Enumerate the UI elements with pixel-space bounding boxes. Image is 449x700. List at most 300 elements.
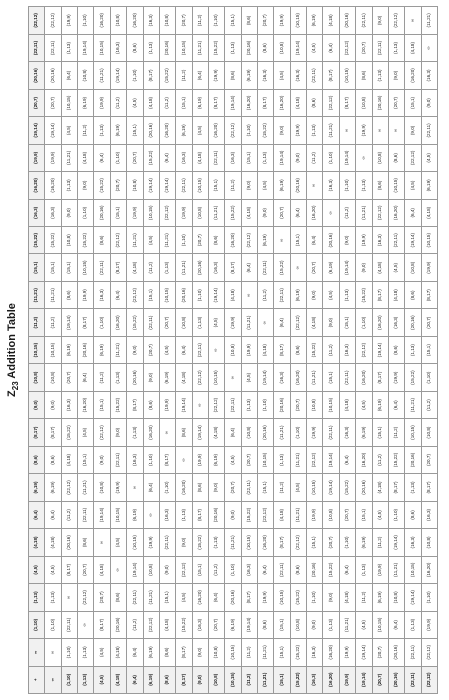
table-cell: (10,15) (274, 584, 290, 611)
table-cell: (22,11) (208, 144, 224, 171)
table-cell: (15,22) (61, 419, 77, 446)
table-row (258, 7, 274, 694)
table-cell: (19,9) (78, 281, 94, 308)
table-cell: (16,20) (356, 446, 372, 473)
table-cell: (11,21) (61, 144, 77, 171)
row-header-cell: (9,0) (192, 666, 208, 693)
table-cell: (10,8) (143, 556, 159, 583)
table-cell: (10,8) (290, 611, 306, 638)
addition-table (28, 6, 438, 694)
table-cell: (20,7) (127, 144, 143, 171)
table-cell: (15,22) (45, 227, 61, 254)
row-header-cell: (11,21) (258, 666, 274, 693)
table-cell: (8,6) (388, 144, 404, 171)
table-cell: (16,20) (258, 529, 274, 556)
table-cell: (16,3) (323, 172, 339, 199)
table-cell: (10,15) (339, 62, 355, 89)
table-cell: (11,21) (290, 501, 306, 528)
table-cell: (4,5) (290, 474, 306, 501)
header-cell: (20,16) (29, 62, 45, 89)
table-cell: (16,3) (110, 34, 126, 61)
table-cell: (4,5) (110, 529, 126, 556)
table-cell: (16,3) (61, 391, 77, 418)
table-cell: (8,6) (372, 172, 388, 199)
table-cell: (20,16) (192, 254, 208, 281)
table-cell: (8,17) (274, 529, 290, 556)
table-cell: (11,21) (110, 336, 126, 363)
table-cell: (19,14) (388, 529, 404, 556)
table-cell: (11,21) (208, 199, 224, 226)
table-cell: (4,5) (94, 639, 110, 666)
table-cell: (8,17) (421, 474, 437, 501)
header-cell: (19,9) (29, 144, 45, 171)
table-cell: (19,14) (45, 117, 61, 144)
table-cell: (10,15) (176, 34, 192, 61)
table-cell: (16,3) (258, 62, 274, 89)
table-cell: (8,6) (176, 419, 192, 446)
table-cell: (8,6) (159, 639, 175, 666)
table-cell: (11,2) (45, 309, 61, 336)
table-cell: (22,12) (176, 556, 192, 583)
table-cell: (16,3) (421, 501, 437, 528)
table-cell: (15,22) (94, 172, 110, 199)
table-cell: (8,6) (356, 62, 372, 89)
table-cell: (11,21) (176, 254, 192, 281)
table-cell: (19,14) (208, 281, 224, 308)
table-cell: (10,15) (241, 529, 257, 556)
table-cell: (4,18) (225, 281, 241, 308)
table-cell: (4,18) (258, 336, 274, 363)
table-cell: (11,21) (356, 199, 372, 226)
table-cell: (15,1) (61, 254, 77, 281)
table-cell: (15,1) (307, 529, 323, 556)
table-cell: (6,4) (192, 62, 208, 89)
table-cell: (19,14) (339, 254, 355, 281)
table-cell: (1,13) (241, 391, 257, 418)
table-cell: (11,2) (159, 89, 175, 116)
table-cell: (19,14) (274, 144, 290, 171)
table-row (405, 7, 421, 694)
table-cell: (4,18) (110, 639, 126, 666)
table-cell: (11,2) (225, 172, 241, 199)
row-header-cell: ∞ (45, 666, 61, 693)
table-cell: (22,12) (192, 364, 208, 391)
table-cell: (6,4) (258, 556, 274, 583)
addition-table-body (29, 7, 438, 694)
table-cell: (22,11) (405, 639, 421, 666)
table-cell: (6,4) (339, 556, 355, 583)
table-cell: (4,18) (176, 364, 192, 391)
table-cell: (1,10) (94, 309, 110, 336)
table-cell: (1,10) (225, 556, 241, 583)
table-cell: ∞ (290, 254, 306, 281)
table-cell: (19,9) (356, 227, 372, 254)
table-cell: (4,18) (388, 281, 404, 308)
table-cell: (16,20) (307, 199, 323, 226)
table-cell: (22,11) (127, 584, 143, 611)
table-cell: (9,0) (405, 117, 421, 144)
table-cell: (4,5) (192, 117, 208, 144)
table-cell: (22,12) (241, 227, 257, 254)
table-cell: (20,7) (78, 556, 94, 583)
header-cell: (16,20) (29, 172, 45, 199)
table-cell: (15,1) (143, 281, 159, 308)
table-cell: (22,11) (61, 611, 77, 638)
table-cell: (4,18) (127, 254, 143, 281)
table-cell: (9,0) (78, 172, 94, 199)
table-cell: (10,8) (94, 474, 110, 501)
table-cell: (6,19) (208, 446, 224, 473)
table-cell: (16,20) (421, 556, 437, 583)
table-cell: (11,2) (323, 336, 339, 363)
table-cell: (8,17) (339, 89, 355, 116)
table-cell: (15,1) (176, 89, 192, 116)
row-header-cell: (8,6) (159, 666, 175, 693)
table-cell: (10,15) (388, 172, 404, 199)
table-cell: (10,15) (159, 281, 175, 308)
row-header-cell: (4,18) (110, 666, 126, 693)
table-cell: (15,22) (143, 144, 159, 171)
table-cell: (6,19) (372, 584, 388, 611)
table-cell: (16,20) (356, 364, 372, 391)
table-cell: (19,9) (372, 556, 388, 583)
table-cell: (22,11) (110, 446, 126, 473)
table-row (110, 7, 126, 694)
table-cell: (19,14) (323, 474, 339, 501)
table-cell: (19,9) (110, 474, 126, 501)
table-cell: (20,7) (258, 7, 274, 35)
row-header-cell: (11,2) (241, 666, 257, 693)
table-cell: (11,21) (307, 364, 323, 391)
table-cell: (16,20) (388, 199, 404, 226)
table-cell: (6,19) (372, 391, 388, 418)
table-cell: (19,9) (258, 584, 274, 611)
table-cell: (16,3) (421, 62, 437, 89)
table-cell: (1,13) (143, 34, 159, 61)
header-cell: (20,7) (29, 89, 45, 116)
row-header-cell: (22,12) (421, 666, 437, 693)
table-cell: (16,20) (110, 309, 126, 336)
header-cell: (9,0) (29, 391, 45, 418)
table-cell: (4,18) (274, 501, 290, 528)
table-cell: (19,9) (307, 501, 323, 528)
table-row (94, 7, 110, 694)
table-cell: (9,0) (323, 584, 339, 611)
table-cell: (11,21) (143, 584, 159, 611)
table-cell: (8,6) (208, 227, 224, 254)
table-cell: (4,5) (127, 89, 143, 116)
table-cell: (10,8) (307, 391, 323, 418)
table-cell: ∞ (94, 529, 110, 556)
table-cell: (6,19) (94, 336, 110, 363)
table-cell: (8,17) (241, 584, 257, 611)
table-cell: (10,15) (143, 199, 159, 226)
table-cell: (8,6) (290, 556, 306, 583)
table-cell: (9,0) (339, 227, 355, 254)
table-row (290, 7, 306, 694)
table-cell: (8,17) (258, 89, 274, 116)
table-cell: (8,6) (94, 227, 110, 254)
table-cell: (11,21) (225, 529, 241, 556)
table-cell: (11,2) (421, 391, 437, 418)
table-cell: (9,0) (307, 281, 323, 308)
table-row (159, 7, 175, 694)
table-cell: (6,19) (192, 89, 208, 116)
table-cell: (10,8) (405, 254, 421, 281)
table-cell: (22,11) (45, 34, 61, 61)
table-cell: (8,17) (225, 254, 241, 281)
table-row (421, 7, 437, 694)
table-cell: ∞ (274, 227, 290, 254)
table-cell: (16,20) (127, 7, 143, 35)
table-cell: (19,9) (307, 419, 323, 446)
header-cell: ∞ (29, 639, 45, 666)
table-cell: (16,20) (225, 227, 241, 254)
row-header-cell: (1,10) (61, 666, 77, 693)
table-cell: (4,5) (45, 556, 61, 583)
table-cell: (1,13) (225, 34, 241, 61)
header-cell: (1,10) (29, 611, 45, 638)
table-cell: (19,9) (290, 117, 306, 144)
table-cell: (1,13) (323, 611, 339, 638)
table-cell: ∞ (356, 144, 372, 171)
table-cell: (4,18) (307, 309, 323, 336)
table-cell: (22,12) (94, 419, 110, 446)
table-cell: (1,10) (45, 611, 61, 638)
table-cell: (6,4) (110, 281, 126, 308)
table-cell: (10,8) (61, 227, 77, 254)
table-cell: (4,5) (421, 144, 437, 171)
table-cell: (20,7) (110, 172, 126, 199)
table-cell: (11,2) (356, 584, 372, 611)
table-cell: (1,10) (143, 446, 159, 473)
table-cell: (6,19) (421, 172, 437, 199)
table-cell: (10,15) (405, 556, 421, 583)
table-cell: (6,4) (61, 62, 77, 89)
table-cell: (22,11) (307, 62, 323, 89)
table-cell: (20,16) (143, 117, 159, 144)
table-cell: (10,8) (323, 501, 339, 528)
table-cell: (22,11) (143, 309, 159, 336)
table-cell: (10,15) (372, 611, 388, 638)
table-cell: (19,9) (45, 144, 61, 171)
table-cell: (9,0) (159, 556, 175, 583)
table-cell: (20,7) (225, 474, 241, 501)
table-cell: (8,6) (258, 611, 274, 638)
row-header-cell: (15,22) (290, 666, 306, 693)
table-cell: (4,18) (372, 254, 388, 281)
table-row (143, 7, 159, 694)
header-cell: (15,22) (29, 227, 45, 254)
table-cell: (4,5) (159, 336, 175, 363)
table-cell: (22,11) (388, 227, 404, 254)
table-cell: (1,13) (258, 144, 274, 171)
table-cell: (4,5) (143, 227, 159, 254)
table-cell: (19,9) (274, 7, 290, 35)
table-cell: (22,12) (258, 501, 274, 528)
table-cell: (11,2) (61, 501, 77, 528)
table-cell: (9,0) (307, 611, 323, 638)
table-cell: ∞ (208, 336, 224, 363)
table-cell: (22,11) (78, 501, 94, 528)
table-cell: (11,21) (192, 34, 208, 61)
table-cell: (20,7) (274, 199, 290, 226)
table-cell: (6,4) (78, 364, 94, 391)
table-cell: (4,18) (78, 144, 94, 171)
table-cell: (11,21) (258, 639, 274, 666)
table-cell: (10,8) (208, 639, 224, 666)
table-cell: (15,1) (339, 309, 355, 336)
table-cell: (6,19) (127, 501, 143, 528)
table-cell: (15,1) (45, 254, 61, 281)
table-cell: (11,2) (372, 529, 388, 556)
table-cell: (16,3) (339, 336, 355, 363)
table-cell: (19,14) (241, 611, 257, 638)
table-cell: (16,20) (208, 117, 224, 144)
table-cell: (6,4) (405, 199, 421, 226)
table-cell: (15,1) (208, 172, 224, 199)
table-cell: (11,21) (339, 611, 355, 638)
table-cell: (9,0) (143, 364, 159, 391)
table-cell: (20,7) (94, 584, 110, 611)
table-cell: (10,8) (176, 309, 192, 336)
table-cell: ∞ (127, 474, 143, 501)
table-cell: (15,22) (290, 584, 306, 611)
row-header-cell: (1,13) (78, 666, 94, 693)
table-cell: (15,1) (225, 7, 241, 35)
table-cell: (20,16) (405, 446, 421, 473)
table-cell: (20,7) (61, 364, 77, 391)
table-cell: (15,22) (192, 529, 208, 556)
table-cell: (8,6) (307, 89, 323, 116)
table-cell: (1,10) (421, 364, 437, 391)
table-cell: (4,5) (241, 364, 257, 391)
table-cell: (16,3) (225, 144, 241, 171)
table-cell: (15,1) (405, 89, 421, 116)
table-cell: (10,8) (241, 419, 257, 446)
table-cell: (19,14) (176, 391, 192, 418)
table-cell: (4,5) (405, 172, 421, 199)
table-cell: (16,20) (192, 584, 208, 611)
table-cell: (20,16) (258, 419, 274, 446)
table-cell: (8,17) (208, 89, 224, 116)
table-cell: (10,8) (421, 529, 437, 556)
addition-table-wrap (28, 6, 438, 694)
table-cell: (4,18) (192, 144, 208, 171)
table-cell: (19,14) (356, 639, 372, 666)
table-cell: (4,18) (159, 611, 175, 638)
table-cell: (16,3) (290, 62, 306, 89)
table-cell: (20,7) (421, 309, 437, 336)
table-cell: (20,7) (388, 89, 404, 116)
table-cell: (6,4) (274, 309, 290, 336)
table-cell: (1,13) (127, 419, 143, 446)
table-cell: (20,16) (78, 336, 94, 363)
table-cell: (10,15) (290, 7, 306, 35)
title-subscript: 23 (11, 381, 21, 391)
table-cell: (8,6) (290, 336, 306, 363)
header-cell: (11,2) (29, 309, 45, 336)
table-cell: (16,3) (159, 501, 175, 528)
table-cell: (15,1) (94, 391, 110, 418)
table-cell: (10,15) (208, 364, 224, 391)
table-cell: (16,3) (127, 446, 143, 473)
table-cell: (6,19) (159, 364, 175, 391)
table-cell: (9,0) (225, 501, 241, 528)
table-cell: (4,5) (323, 281, 339, 308)
table-cell: (15,1) (192, 556, 208, 583)
table-cell: (16,20) (323, 639, 339, 666)
table-cell: (10,15) (225, 639, 241, 666)
header-cell: (8,17) (29, 419, 45, 446)
row-header-cell: (8,17) (176, 666, 192, 693)
table-cell: (20,16) (307, 556, 323, 583)
table-cell: (20,7) (176, 7, 192, 35)
table-cell: (19,14) (127, 556, 143, 583)
table-cell: (10,15) (127, 529, 143, 556)
table-cell: (16,3) (94, 281, 110, 308)
table-cell: (19,14) (143, 172, 159, 199)
table-cell: (22,11) (159, 529, 175, 556)
table-cell: (19,9) (208, 62, 224, 89)
table-cell: (16,3) (339, 419, 355, 446)
table-cell: (10,15) (61, 89, 77, 116)
table-cell: (1,10) (192, 281, 208, 308)
table-cell: (22,11) (274, 281, 290, 308)
row-header-cell: (20,7) (372, 666, 388, 693)
row-header-cell: (6,19) (143, 666, 159, 693)
table-cell: (10,15) (45, 336, 61, 363)
header-cell: + (29, 666, 45, 693)
table-cell: (20,7) (241, 446, 257, 473)
table-cell: (10,8) (159, 7, 175, 35)
row-header-cell: (6,4) (127, 666, 143, 693)
table-row (339, 7, 355, 694)
table-cell: (22,12) (339, 34, 355, 61)
table-cell: ∞ (241, 281, 257, 308)
table-cell: (16,20) (372, 309, 388, 336)
table-cell: (8,6) (405, 501, 421, 528)
table-cell: (15,1) (356, 501, 372, 528)
table-cell: (19,14) (192, 419, 208, 446)
table-cell: (16,3) (45, 199, 61, 226)
table-cell: (20,16) (323, 227, 339, 254)
table-cell: (22,12) (307, 446, 323, 473)
header-cell: (22,11) (29, 34, 45, 61)
header-cell: (4,5) (29, 556, 45, 583)
table-cell: (15,22) (127, 309, 143, 336)
table-cell: (6,19) (323, 254, 339, 281)
table-cell: (8,6) (78, 529, 94, 556)
table-cell: (20,16) (176, 281, 192, 308)
table-cell: (19,14) (323, 446, 339, 473)
table-cell: (6,19) (143, 639, 159, 666)
table-cell: (8,17) (388, 474, 404, 501)
table-cell: (22,12) (421, 639, 437, 666)
table-cell: (9,0) (192, 639, 208, 666)
table-cell: (6,19) (176, 117, 192, 144)
row-header-cell: (4,5) (94, 666, 110, 693)
table-cell: (10,15) (110, 501, 126, 528)
table-cell: (10,8) (274, 34, 290, 61)
table-cell: (9,0) (388, 62, 404, 89)
table-cell: (22,11) (94, 254, 110, 281)
table-cell: (22,12) (45, 7, 61, 35)
table-cell: (9,0) (127, 336, 143, 363)
table-cell: (16,3) (241, 556, 257, 583)
table-cell: (22,12) (388, 7, 404, 35)
table-cell: (15,1) (372, 419, 388, 446)
